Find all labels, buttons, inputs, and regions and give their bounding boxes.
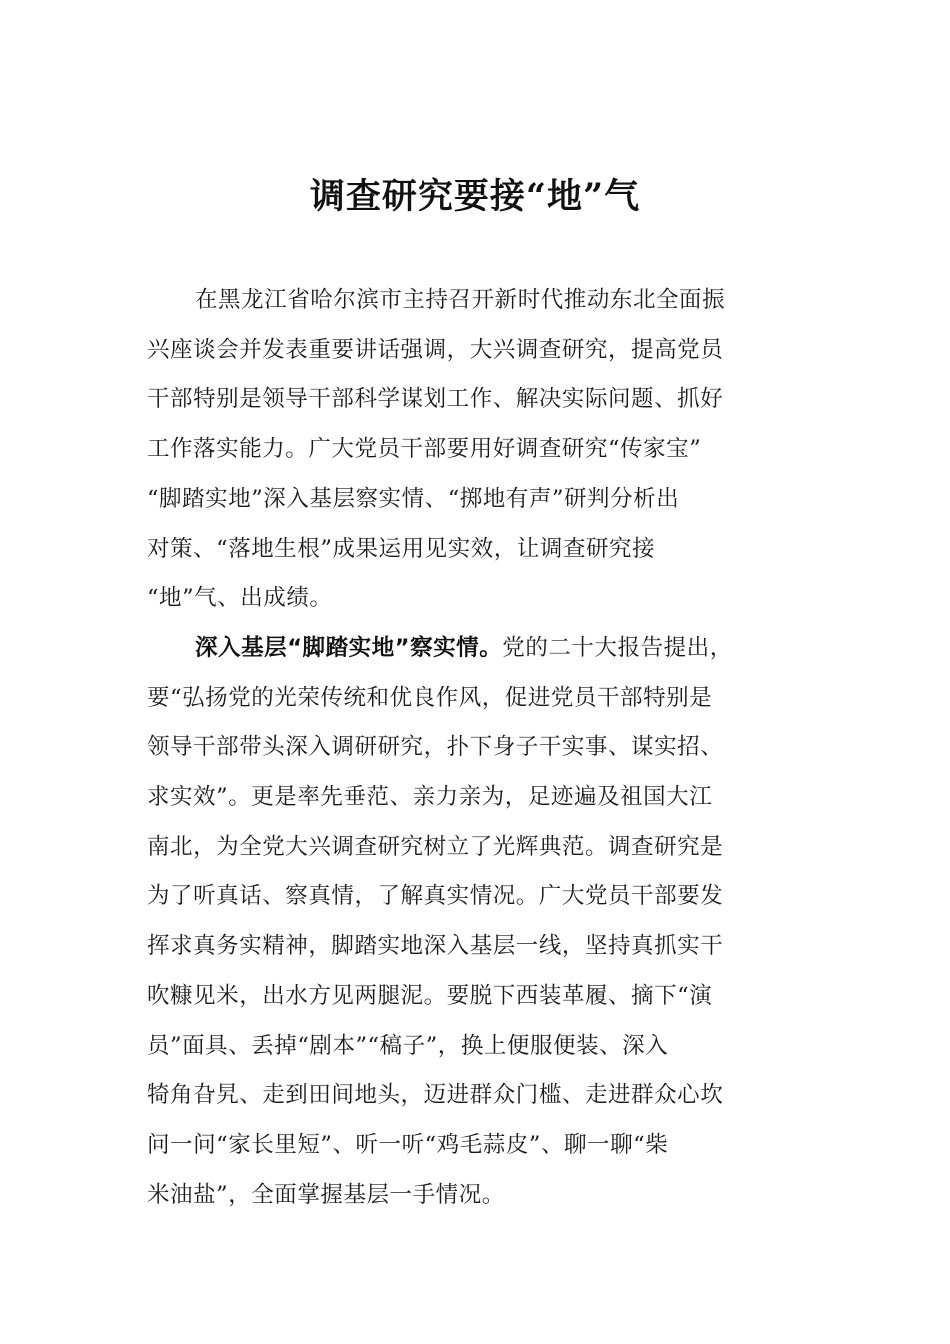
paragraph-line: “脚踏实地”深入基层察实情、“掷地有声”研判分析出 <box>147 485 680 512</box>
section-heading: 深入基层“脚踏实地”察实情。 <box>195 634 503 661</box>
paragraph-line: 对策、“落地生根”成果运用见实效，让调查研究接 <box>147 535 656 562</box>
paragraph-line: 要“弘扬党的光荣传统和优良作风，促进党员干部特别是 <box>147 684 713 711</box>
document-title: 调查研究要接“地”气 <box>309 176 641 217</box>
paragraph-line: 求实效”。更是率先垂范、亲力亲为，足迹遍及祖国大江 <box>147 784 713 811</box>
paragraph-line: “地”气、出成绩。 <box>147 585 333 612</box>
paragraph-line: 米油盐”，全面掌握基层一手情况。 <box>147 1181 505 1208</box>
paragraph-line: 兴座谈会并发表重要讲话强调，大兴调查研究，提高党员 <box>147 336 724 363</box>
paragraph-2 <box>147 624 807 1220</box>
paragraph-line: 问一问“家长里短”、听一听“鸡毛蒜皮”、聊一聊“柴 <box>147 1131 669 1158</box>
paragraph-line: 为了听真话、察真情，了解真实情况。广大党员干部要发 <box>147 883 724 910</box>
paragraph-line: 干部特别是领导干部科学谋划工作、解决实际问题、抓好 <box>147 386 724 413</box>
paragraph-line: 在黑龙江省哈尔滨市主持召开新时代推动东北全面振 <box>195 287 726 313</box>
document-body <box>147 276 807 1220</box>
paragraph-1 <box>147 276 807 624</box>
paragraph-first-line <box>147 624 807 674</box>
paragraph-line: 吹糠见米，出水方见两腿泥。要脱下西装革履、摘下“演 <box>147 982 713 1009</box>
paragraph-line: 员”面具、丢掉“剧本”“稿子”，换上便服便装、深入 <box>147 1032 669 1059</box>
paragraph-line: 领导干部带头深入调研研究，扑下身子干实事、谋实招、 <box>147 734 724 761</box>
paragraph-line: 工作落实能力。广大党员干部要用好调查研究“传家宝” <box>147 436 702 463</box>
heading-line-rest: 党的二十大报告提出， <box>502 634 733 661</box>
paragraph-line: 犄角旮旯、走到田间地头，迈进群众门槛、走进群众心坎 <box>147 1082 724 1109</box>
paragraph-line: 挥求真务实精神，脚踏实地深入基层一线，坚持真抓实干 <box>147 933 724 960</box>
paragraph-line: 南北，为全党大兴调查研究树立了光辉典范。调查研究是 <box>147 833 724 860</box>
